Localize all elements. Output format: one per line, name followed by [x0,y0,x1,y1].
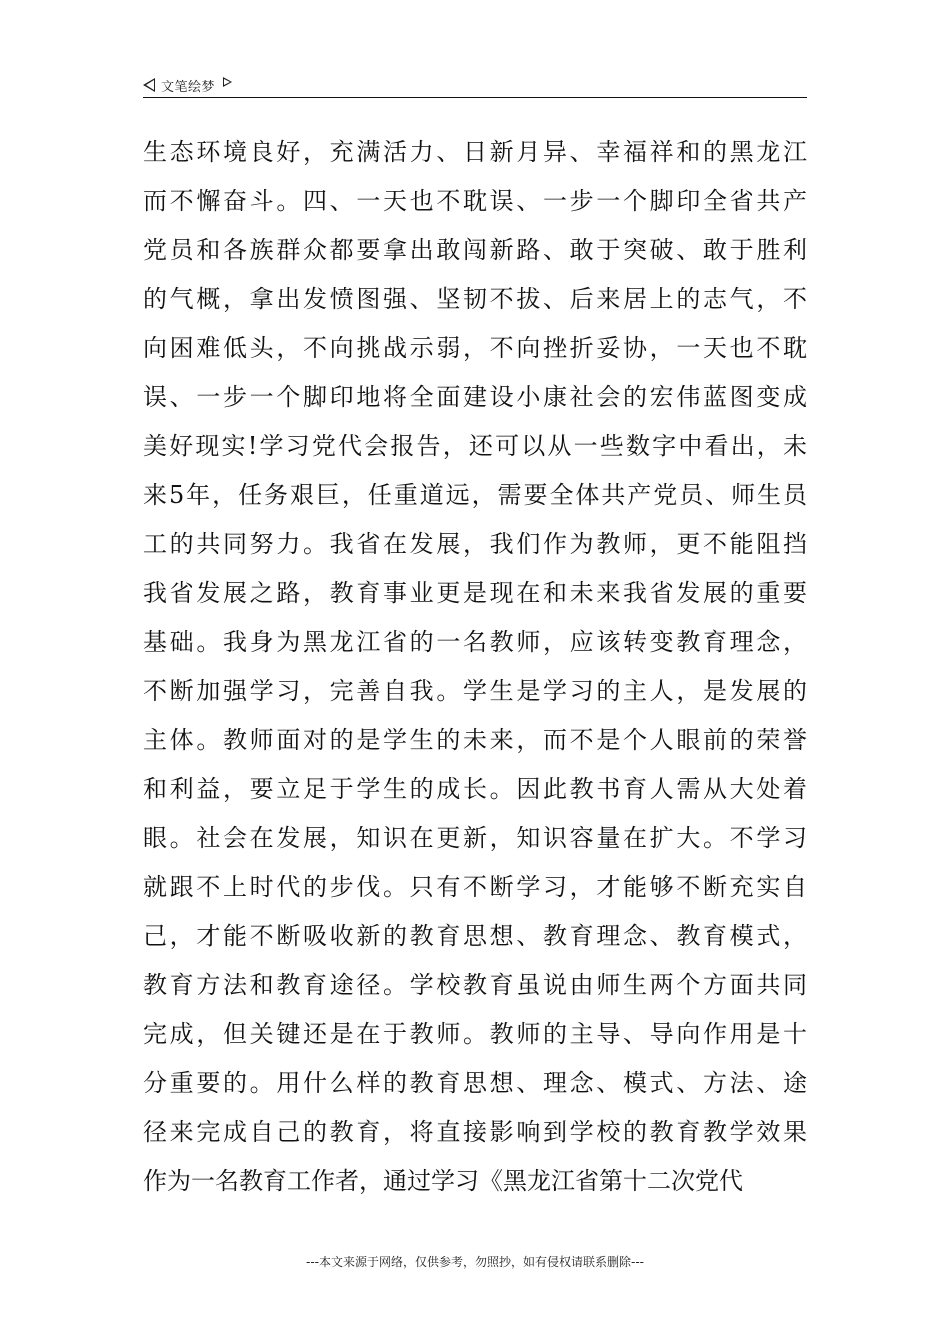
header-title: 文笔绘梦 [161,79,216,95]
text-line: 基础。我身为黑龙江省的一名教师，应该转变教育理念， [143,628,807,656]
text-line: 就跟不上时代的步伐。只有不断学习，才能够不断充实自 [143,873,807,901]
text-line: 分重要的。用什么样的教育思想、理念、模式、方法、途 [143,1069,807,1097]
text-line: 美好现实!学习党代会报告，还可以从一些数字中看出，未 [143,432,807,460]
header-row [143,74,807,96]
text-line: 我省发展之路，教育事业更是现在和未来我省发展的重要 [143,579,807,607]
text-line: 党员和各族群众都要拿出敢闯新路、敢于突破、敢于胜利 [143,236,807,264]
text-line: 眼。社会在发展，知识在更新，知识容量在扩大。不学习 [143,824,807,852]
text-line: 生态环境良好，充满活力、日新月异、幸福祥和的黑龙江 [143,138,807,166]
triangle-right-icon [223,77,232,87]
text-line: 和利益，要立足于学生的成长。因此教书育人需从大处着 [143,775,807,803]
text-line: 来5年，任务艰巨，任重道远，需要全体共产党员、师生员 [143,481,807,509]
document-body [143,128,807,1206]
text-line: 误、一步一个脚印地将全面建设小康社会的宏伟蓝图变成 [143,383,807,411]
text-line: 而不懈奋斗。四、一天也不耽误、一步一个脚印全省共产 [143,187,807,215]
text-line: 完成，但关键还是在于教师。教师的主导、导向作用是十 [143,1020,807,1048]
text-line: 教育方法和教育途径。学校教育虽说由师生两个方面共同 [143,971,807,999]
triangle-left-icon [143,78,155,92]
text-line: 作为一名教育工作者，通过学习《黑龙江省第十二次党代 [143,1167,743,1195]
text-line: 径来完成自己的教育，将直接影响到学校的教育教学效果 [143,1118,807,1146]
text-line: 己，才能不断吸收新的教育思想、教育理念、教育模式， [143,922,807,950]
text-line: 工的共同努力。我省在发展，我们作为教师，更不能阻挡 [143,530,807,558]
text-line: 向困难低头，不向挑战示弱，不向挫折妥协，一天也不耽 [143,334,807,362]
header-divider [143,97,807,98]
text-line: 的气概，拿出发愤图强、坚韧不拔、后来居上的志气，不 [143,285,807,313]
text-line: 不断加强学习，完善自我。学生是学习的主人，是发展的 [143,677,807,705]
page-header [143,74,807,98]
footer-notice: ---本文来源于网络，仅供参考，勿照抄，如有侵权请联系删除--- [306,1255,644,1269]
text-line: 主体。教师面对的是学生的未来，而不是个人眼前的荣誉 [143,726,807,754]
